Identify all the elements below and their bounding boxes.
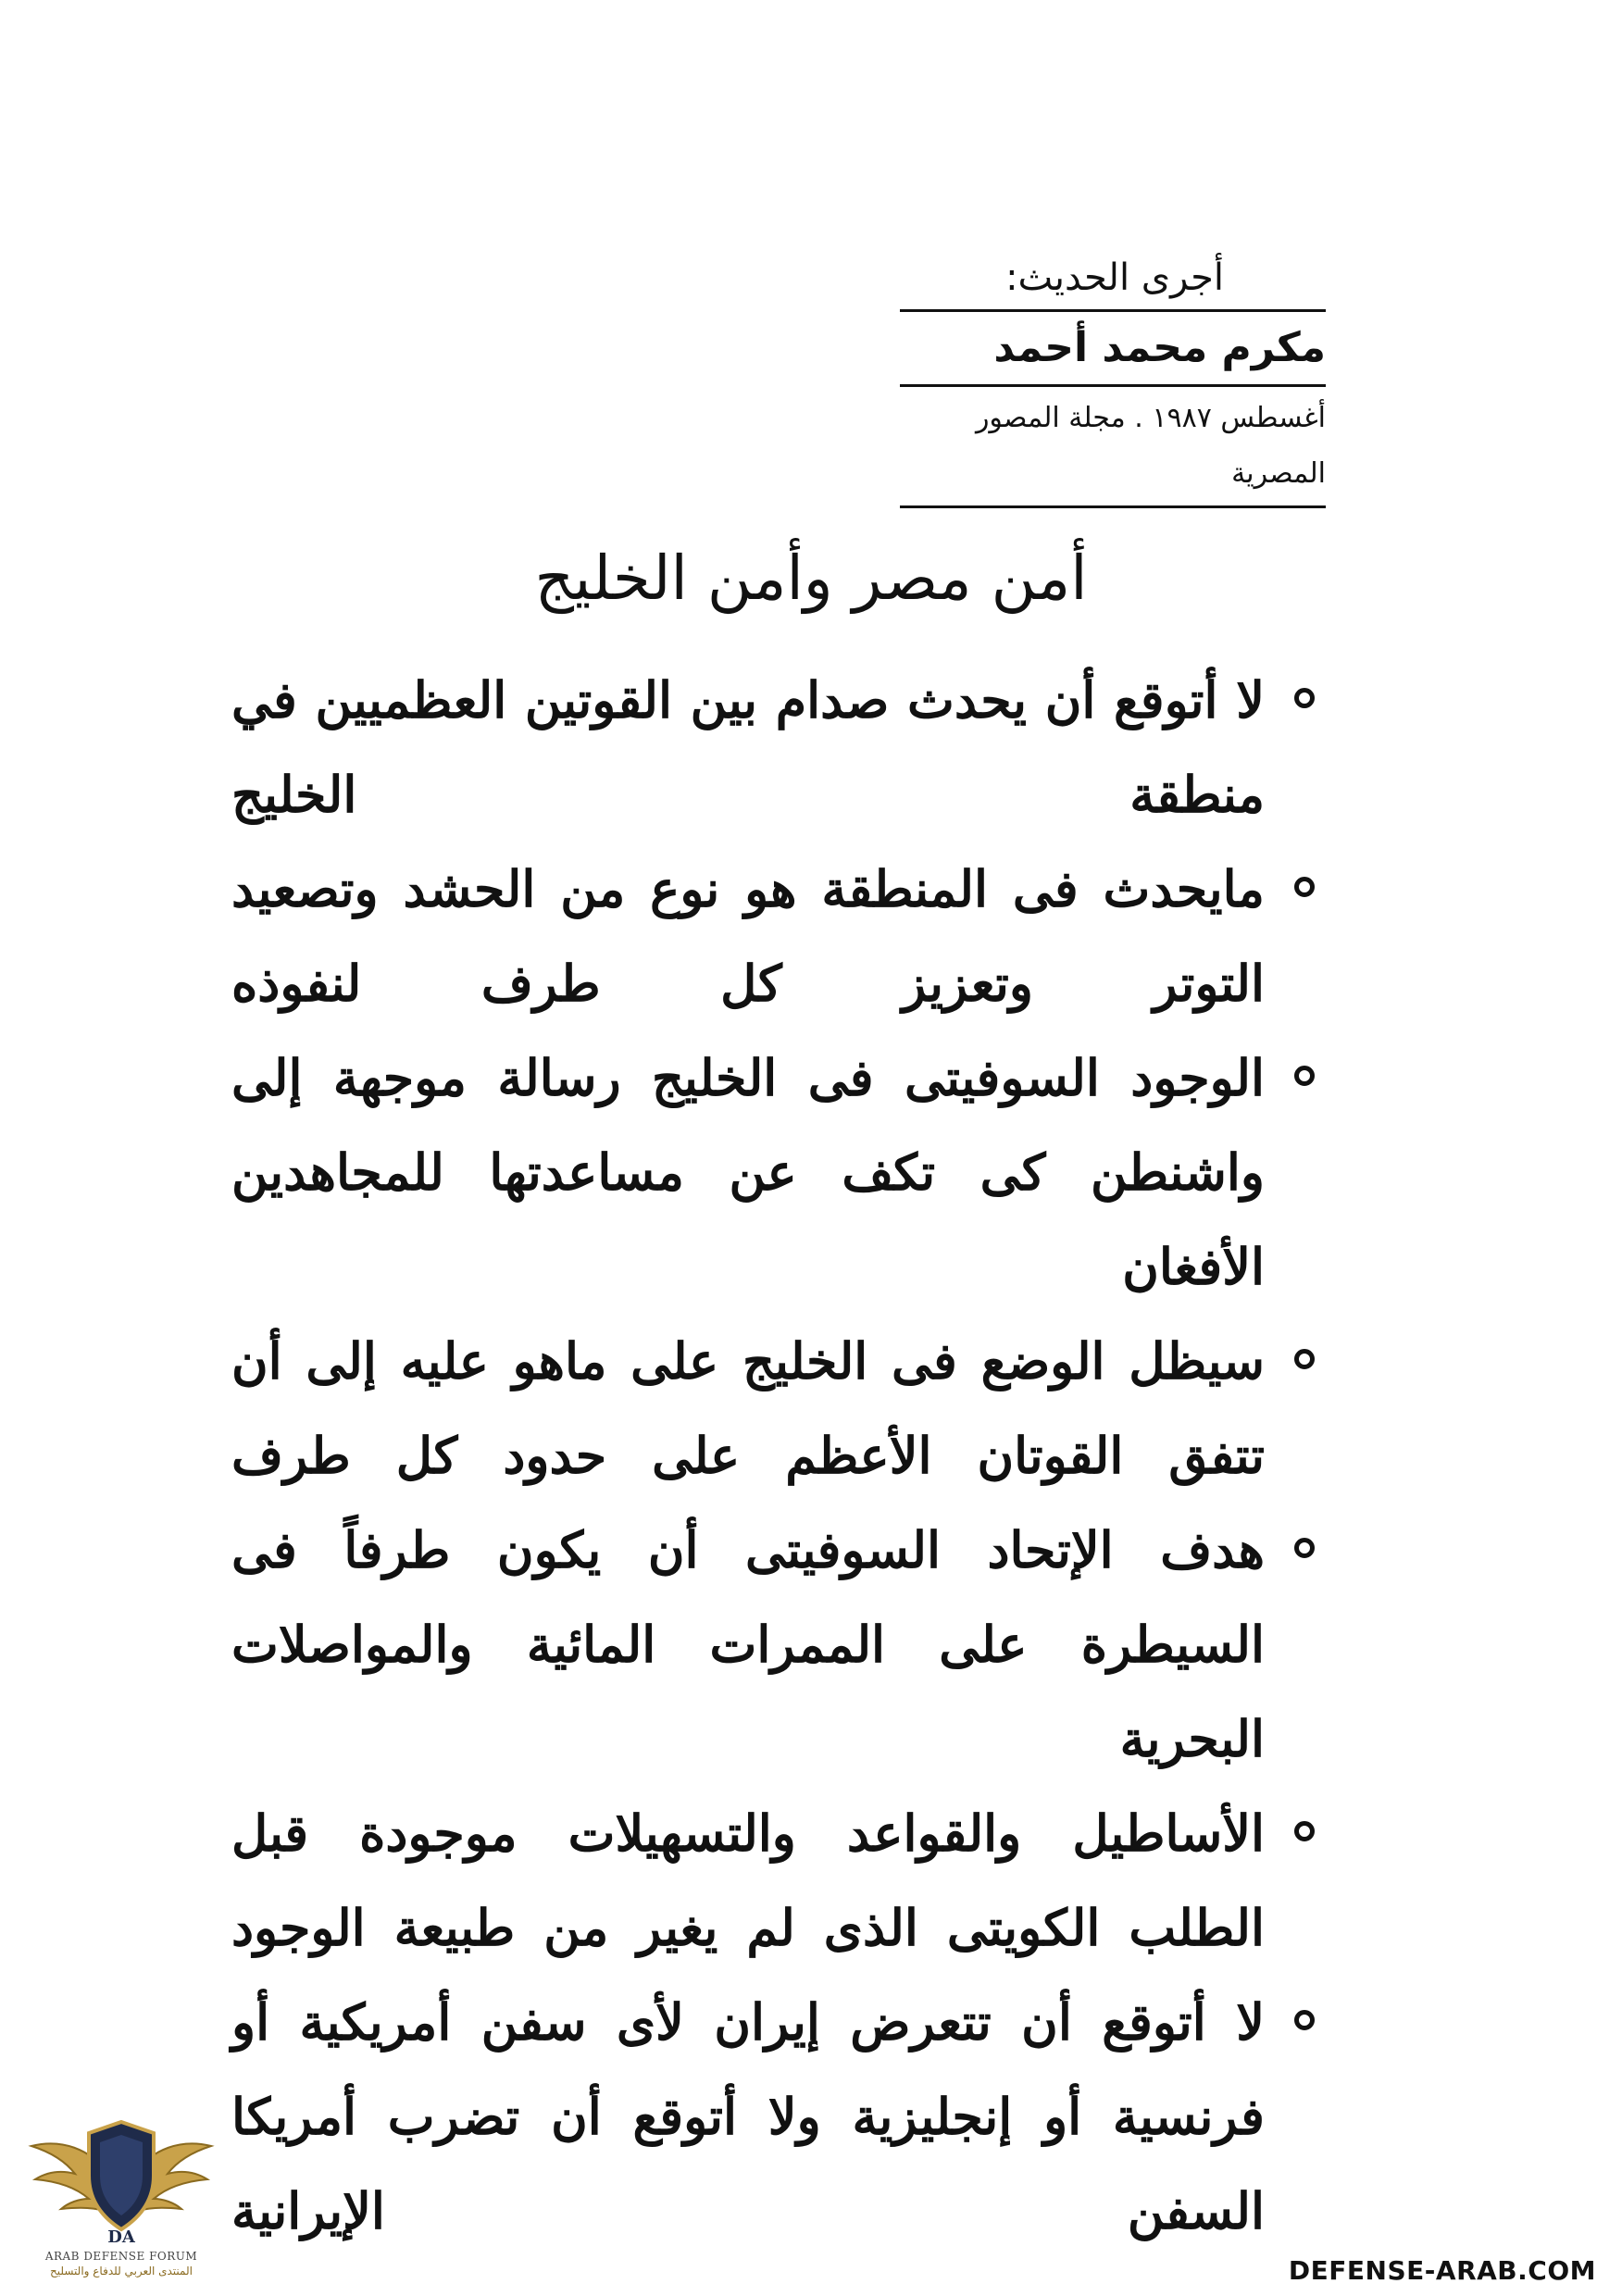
bullet-icon [1294,1066,1315,1086]
site-url: DEFENSE-ARAB.COM [1288,2255,1596,2286]
key-point-text: الوجود السوفيتى فى الخليج رسالة موجهة إلى واشنطن كى تكف عن مساعدتها للمجاهدين الأفغان [231,1048,1265,1296]
key-point [231,1503,1324,1786]
bullet-icon [1294,688,1315,708]
logo-caption-en: ARAB DEFENSE FORUM [44,2250,198,2263]
bullet-icon [1294,2010,1315,2030]
bullet-icon [1294,1349,1315,1369]
key-point [231,1314,1324,1503]
credit-divider [900,384,1326,387]
key-point [231,1786,1324,1975]
key-point [231,653,1324,842]
key-point-text: لا أتوقع أن يحدث صدام بين القوتين العظميين في منطقة الخليج [231,670,1265,824]
winged-shield-icon [24,2111,218,2250]
publication-source: أغسطس ١٩٨٧ . مجلة المصور المصرية [975,402,1326,490]
key-point [231,1030,1324,1314]
interview-credit [900,250,1326,512]
logo-caption-ar: المنتدى العربي للدفاع والتسليح [50,2265,193,2277]
interviewer-name: مكرم محمد أحمد [993,324,1326,371]
article-title: أمن مصر وأمن الخليج [534,543,1088,614]
forum-logo [24,2111,218,2287]
credit-label: أجرى الحديث: [1005,256,1224,299]
bullet-icon [1294,1821,1315,1841]
key-point-text: سيظل الوضع فى الخليج على ماهو عليه إلى أن تتفق القوتان الأعظم على حدود كل طرف [231,1331,1265,1485]
bullet-icon [1294,877,1315,897]
key-point [231,842,1324,1030]
key-point-text: لا أتوقع أن تتعرض إيران لأى سفن أمريكية أو فرنسية أو إنجليزية ولا أتوقع أن تضرب أمريكا السفن الإيرانية [231,1992,1265,2240]
bullet-icon [1294,1538,1315,1558]
key-point-text: هدف الإتحاد السوفيتى أن يكون طرفاً فى السيطرة على الممرات المائية والمواصلات البحرية [231,1520,1265,1768]
credit-divider [900,505,1326,508]
key-point-text: الأساطيل والقواعد والتسهيلات موجودة قبل الطلب الكويتى الذى لم يغير من طبيعة الوجود [231,1803,1265,1957]
key-point [231,1975,1324,2258]
key-point-text: مايحدث فى المنطقة هو نوع من الحشد وتصعيد التوتر وتعزيز كل طرف لنفوذه [231,859,1265,1013]
key-points-list [231,653,1324,2258]
logo-badge-text: DA [107,2227,135,2247]
credit-divider [900,309,1326,312]
